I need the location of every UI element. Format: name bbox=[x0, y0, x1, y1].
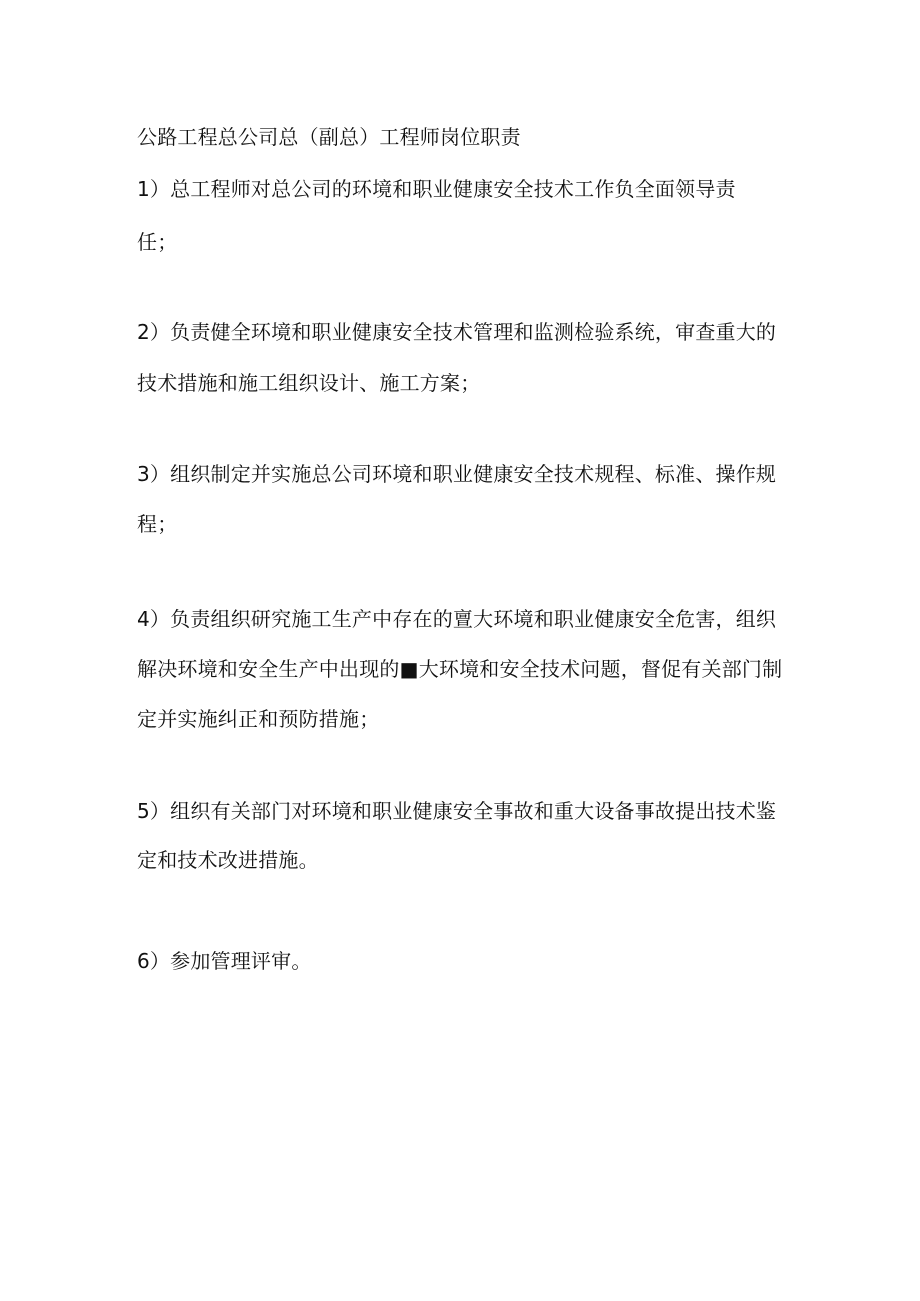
item-4-line-1: 4）负责组织研究施工生产中存在的亶大环境和职业健康安全危害，组织 bbox=[137, 607, 777, 631]
item-6-line-1: 6）参加管理评审。 bbox=[137, 949, 312, 973]
item-2-line-2: 技术措施和施工组织设计、施工方案； bbox=[137, 371, 481, 395]
item-5-line-1: 5）组织有关部门对环境和职业健康安全事故和重大设备事故提出技术鉴 bbox=[137, 799, 777, 823]
document-title: 公路工程总公司总（副总）工程师岗位职责 bbox=[137, 125, 521, 149]
item-2-line-1: 2）负责健全环境和职业健康安全技术管理和监测检验系统，审查重大的 bbox=[137, 320, 777, 344]
item-3-line-2: 程； bbox=[137, 512, 178, 536]
item-1-line-2: 任； bbox=[137, 230, 178, 254]
item-4-line-2: 解决环境和安全生产中出现的■大环境和安全技术问题，督促有关部门制 bbox=[137, 657, 783, 681]
item-5-line-2: 定和技术改进措施。 bbox=[137, 848, 319, 872]
item-4-line-3: 定并实施纠正和预防措施； bbox=[137, 707, 380, 731]
item-1-line-1: 1）总工程师对总公司的环境和职业健康安全技术工作负全面领导责 bbox=[137, 177, 736, 201]
item-3-line-1: 3）组织制定并实施总公司环境和职业健康安全技术规程、标准、操作规 bbox=[137, 462, 777, 486]
